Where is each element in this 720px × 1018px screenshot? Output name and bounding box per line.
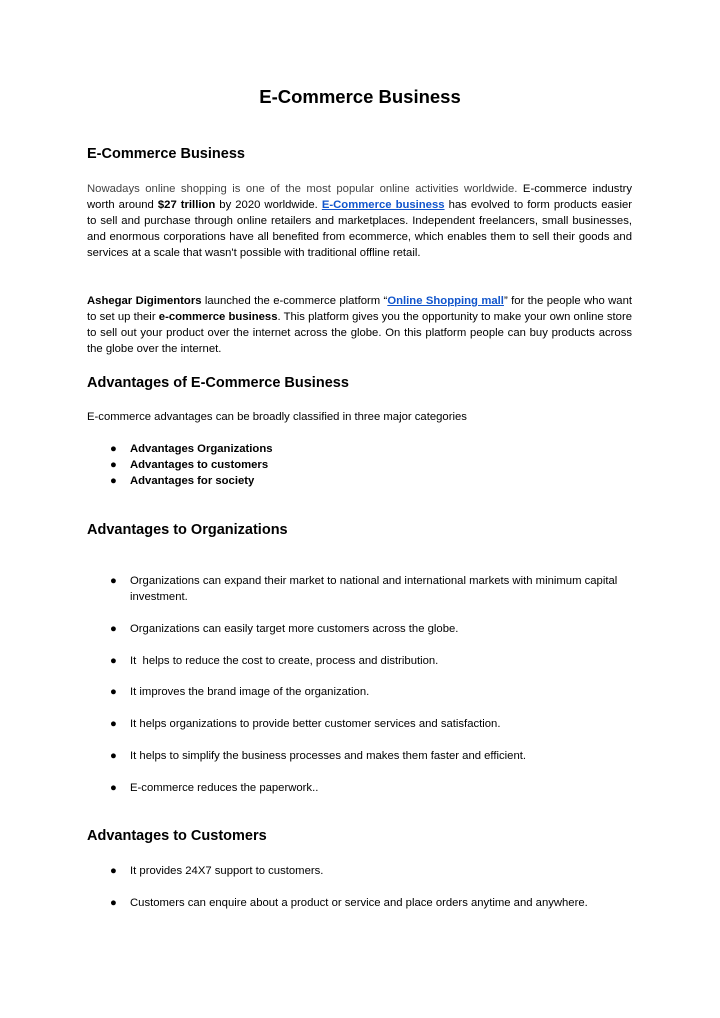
section-heading-organizations: Advantages to Organizations (87, 522, 288, 538)
para2-text-5: . This platform gives you the opportunity to make your own online store to sell out your product over the internet across the globe. On this platform people can buy products across the globe over the internet. (87, 311, 632, 356)
advantage-text: It helps to reduce the cost to create, process and distribution. (130, 655, 439, 667)
organization-advantage-item (110, 748, 630, 764)
para1-highlight-amount: $27 trillion (157, 199, 216, 212)
bullet-icon: ● (110, 750, 117, 762)
advantage-text: It helps to simplify the business processes and makes them faster and efficient. (130, 750, 527, 762)
bullet-icon: ● (110, 459, 117, 471)
platform-paragraph (87, 293, 632, 357)
advantage-text: It improves the brand image of the organization. (130, 686, 370, 698)
customer-advantage-item (110, 895, 630, 911)
ecommerce-business-link[interactable]: E-Commerce business (321, 199, 445, 212)
category-label: Advantages for society (130, 475, 255, 487)
advantage-text: Organizations can easily target more customers across the globe. (130, 623, 459, 635)
section-heading-advantages: Advantages of E-Commerce Business (87, 375, 349, 391)
bullet-icon: ● (110, 655, 117, 667)
document-title: E-Commerce Business (259, 86, 461, 107)
advantage-text: Organizations can expand their market to national and international markets with minimum capital investment. (130, 575, 618, 603)
intro-paragraph (87, 181, 632, 261)
bullet-icon: ● (110, 686, 117, 698)
bullet-icon: ● (110, 443, 117, 455)
bullet-icon: ● (110, 897, 117, 909)
organization-advantage-item (110, 621, 630, 637)
organization-advantage-item (110, 653, 630, 669)
para1-text-5: by 2020 worldwide. (215, 199, 322, 212)
advantage-text: It provides 24X7 support to customers. (130, 865, 324, 877)
category-label: Advantages Organizations (130, 443, 273, 455)
section-heading-customers: Advantages to Customers (87, 828, 267, 844)
section-heading-ecommerce-business: E-Commerce Business (87, 146, 245, 162)
bullet-icon: ● (110, 865, 117, 877)
online-shopping-mall-link[interactable]: Online Shopping mall (387, 295, 504, 307)
bullet-icon: ● (110, 718, 117, 730)
para1-text-6: has evolved to form products easier to sell and purchase through online retailers and marketplaces. Independent freelancers, small businesses, and enormous corporations have all benefited from ecommerce, which enables them to sell their goods and services at a scale that wasn't possible with traditional offline retail. (87, 199, 632, 260)
advantage-text: Customers can enquire about a product or service and place orders anytime and anywhere. (130, 897, 588, 909)
advantage-text: E-commerce reduces the paperwork.. (130, 782, 319, 794)
category-label: Advantages to customers (130, 459, 269, 471)
para1-text-2: online shopping is one of the most popular online activities worldwide. (139, 183, 518, 195)
company-name: Ashegar Digimentors (87, 295, 202, 307)
organization-advantage-item (110, 716, 630, 732)
advantage-text: It helps organizations to provide better customer services and satisfaction. (130, 718, 501, 730)
organization-advantage-item (110, 573, 630, 605)
bullet-icon: ● (110, 575, 117, 587)
organization-advantage-item (110, 780, 630, 796)
category-list-item (110, 457, 630, 473)
bullet-icon: ● (110, 782, 117, 794)
category-list-item (110, 441, 630, 457)
organization-advantage-item (110, 684, 630, 700)
bullet-icon: ● (110, 475, 117, 487)
para2-text-2: launched the e-commerce platform “ (201, 295, 388, 307)
para2-text-3: ” for the people who want to set up their (87, 295, 633, 324)
para1-text-3: E-commerce industry worth around (87, 183, 633, 212)
customer-advantage-item (110, 863, 630, 879)
categories-intro: E-commerce advantages can be broadly classified in three major categories (87, 411, 467, 423)
para1-text-1: Nowadays (87, 183, 140, 195)
bullet-icon: ● (110, 623, 117, 635)
category-list-item (110, 473, 630, 489)
para2-bold-ecommerce-business: e-commerce business (158, 311, 278, 324)
